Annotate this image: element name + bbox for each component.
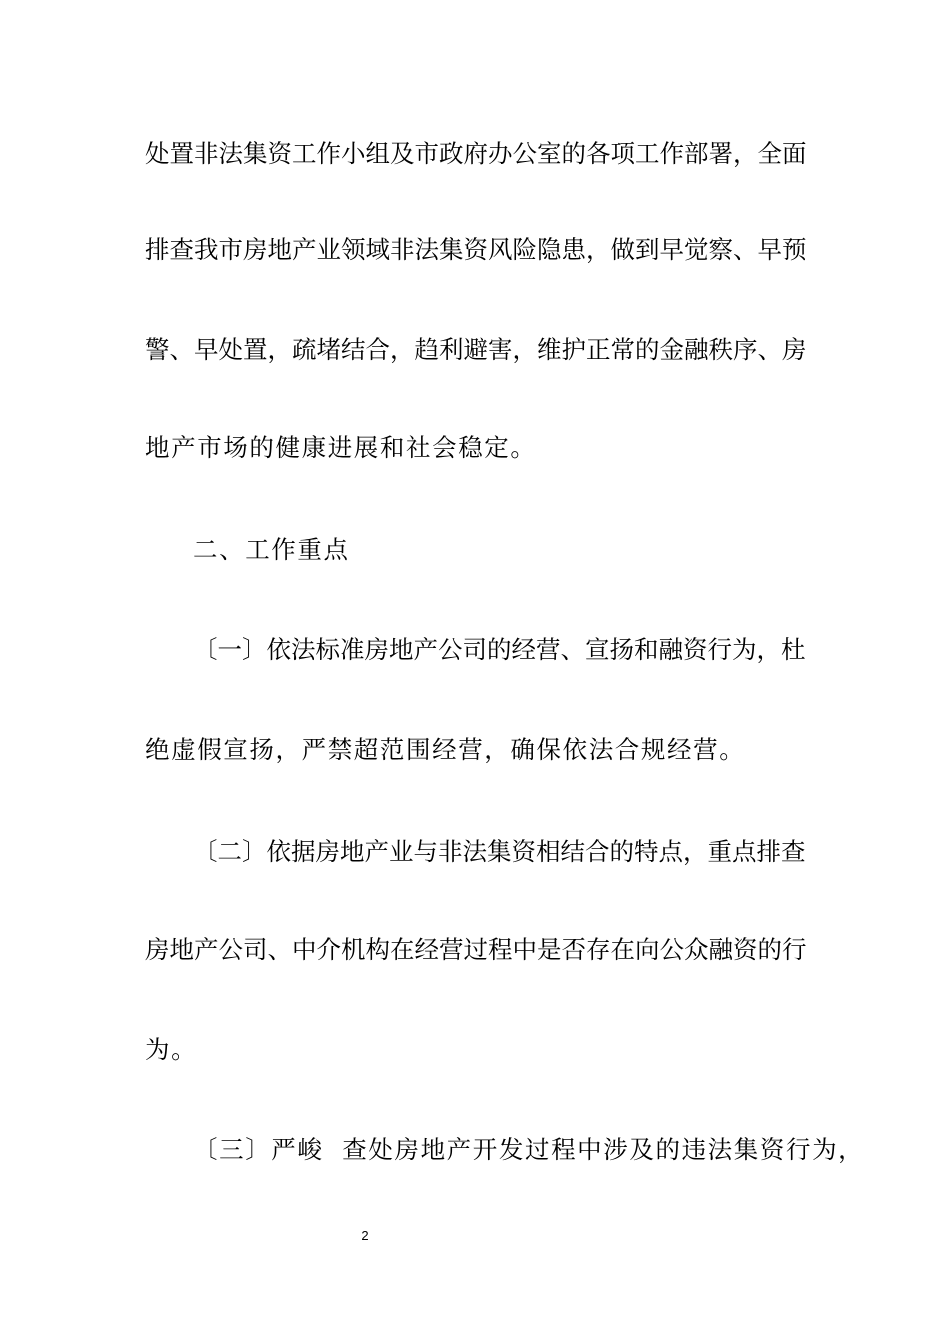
paragraph-line: 处置非法集资工作小组及市政府办公室的各项工作部署，全面 (145, 139, 807, 168)
paragraph-line: 〔一〕依法标准房地产公司的经营、宣扬和融资行为，杜 (193, 635, 806, 664)
paragraph-line: 房地产公司、中介机构在经营过程中是否存在向公众融资的行 (145, 935, 807, 964)
paragraph-line: 〔二〕依据房地产业与非法集资相结合的特点，重点排查 (193, 837, 806, 866)
paragraph-line: 〔三〕严峻 查处房地产开发过程中涉及的违法集资行为， (193, 1135, 865, 1164)
section-heading: 二、工作重点 (193, 535, 350, 564)
paragraph-line: 排查我市房地产业领域非法集资风险隐患，做到早觉察、早预 (145, 235, 807, 264)
page-number: 2 (361, 1228, 369, 1243)
paragraph-line: 警、早处置，疏堵结合，趋利避害，维护正常的金融秩序、房 (145, 335, 807, 364)
paragraph-line: 绝虚假宣扬，严禁超范围经营，确保依法合规经营。 (145, 735, 746, 764)
paragraph-line: 为。 (145, 1035, 198, 1064)
paragraph-line: 地产市场的健康进展和社会稳定。 (145, 433, 537, 462)
